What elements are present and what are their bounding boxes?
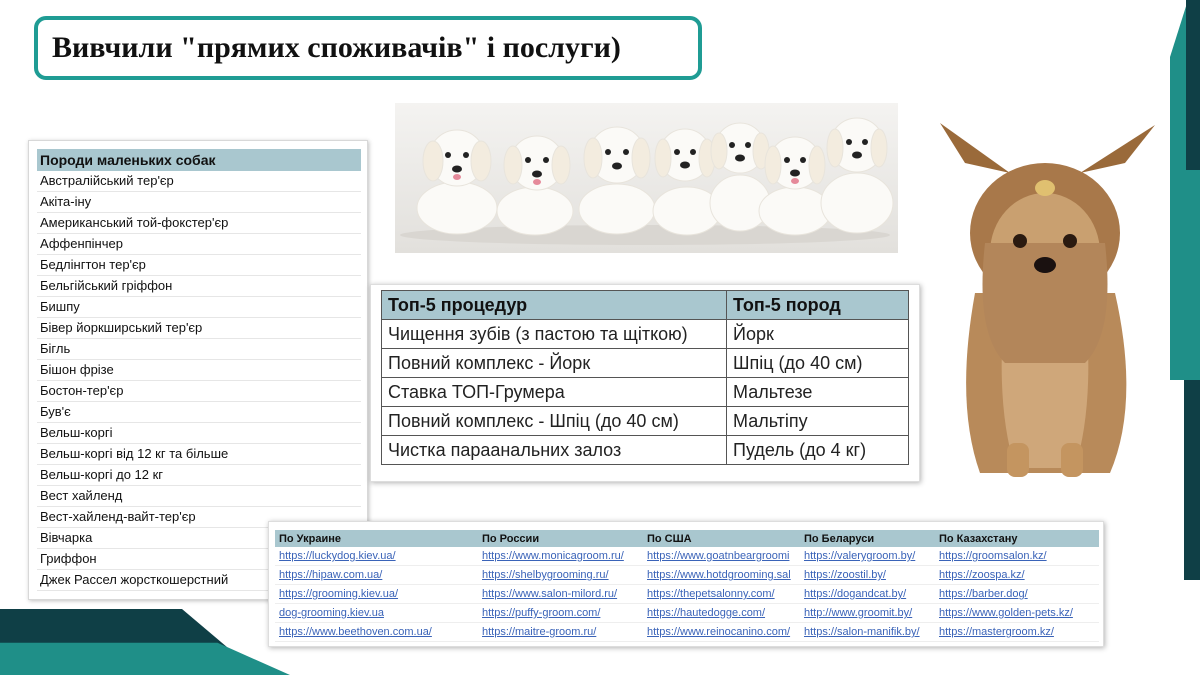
- link-cell[interactable]: https://valerygroom.by/: [800, 547, 935, 566]
- link-cell[interactable]: https://zoospa.kz/: [935, 566, 1099, 585]
- links-header-kazakhstan: По Казахстану: [935, 530, 1099, 547]
- links-header-belarus: По Беларуси: [800, 530, 935, 547]
- breeds-list-header: Породи маленьких собак: [37, 149, 361, 171]
- table-row: [275, 566, 1099, 585]
- link-cell[interactable]: dog-grooming.kiev.ua: [275, 604, 478, 623]
- link-cell[interactable]: https://salon-manifik.by/: [800, 623, 935, 642]
- table-row: [382, 349, 909, 378]
- breed-item: Бішон фрізе: [37, 360, 361, 381]
- link-cell[interactable]: https://grooming.kiev.ua/: [275, 585, 478, 604]
- breed-cell: Мальтезе: [727, 378, 909, 407]
- table-row: [275, 547, 1099, 566]
- breed-cell: Шпіц (до 40 см): [727, 349, 909, 378]
- breed-item: Бостон-тер'єр: [37, 381, 361, 402]
- breed-item: Бельгійський гріффон: [37, 276, 361, 297]
- table-row: [382, 407, 909, 436]
- table-row: [382, 378, 909, 407]
- top5-table-panel: [370, 284, 920, 482]
- breed-item: Бівер йоркширський тер'єр: [37, 318, 361, 339]
- breed-item: Вельш-коргі від 12 кг та більше: [37, 444, 361, 465]
- link-cell[interactable]: https://www.monicagroom.ru/: [478, 547, 643, 566]
- top5-header-procedures: Топ-5 процедур: [382, 291, 727, 320]
- top5-header-breeds: Топ-5 пород: [727, 291, 909, 320]
- link-cell[interactable]: https://luckydog.kiev.ua/: [275, 547, 478, 566]
- table-row: [275, 585, 1099, 604]
- link-cell[interactable]: https://mastergroom.kz/: [935, 623, 1099, 642]
- link-cell[interactable]: https://shelbygrooming.ru/: [478, 566, 643, 585]
- breed-item: Вест хайленд: [37, 486, 361, 507]
- link-cell[interactable]: https://hipaw.com.ua/: [275, 566, 478, 585]
- table-row: [275, 604, 1099, 623]
- top5-table: [381, 290, 909, 465]
- table-row: [382, 436, 909, 465]
- groomers-links-panel: [268, 521, 1104, 647]
- breed-item: Акіта-іну: [37, 192, 361, 213]
- breed-item: Австралійський тер'єр: [37, 171, 361, 192]
- link-cell[interactable]: https://hautedogge.com/: [643, 604, 800, 623]
- slide-title: Вивчили "прямих споживачів" і послуги): [52, 31, 621, 64]
- yorkie-photo: [925, 103, 1165, 491]
- groomers-links-table: [275, 530, 1099, 642]
- puppies-illustration: [395, 103, 898, 253]
- breed-item: Бишпу: [37, 297, 361, 318]
- link-cell[interactable]: https://www.beethoven.com.ua/: [275, 623, 478, 642]
- table-row: [382, 320, 909, 349]
- breed-item: Американський той-фокстер'єр: [37, 213, 361, 234]
- breed-item: Вівчарка: [37, 528, 361, 549]
- breed-item: Джек Рассел жорсткошерстний: [37, 570, 361, 591]
- procedure-cell: Повний комплекс - Шпіц (до 40 см): [382, 407, 727, 436]
- breed-item: Аффенпінчер: [37, 234, 361, 255]
- table-row: [275, 623, 1099, 642]
- link-cell[interactable]: https://www.salon-milord.ru/: [478, 585, 643, 604]
- procedure-cell: Повний комплекс - Йорк: [382, 349, 727, 378]
- link-cell[interactable]: https://groomsalon.kz/: [935, 547, 1099, 566]
- link-cell[interactable]: https://zoostil.by/: [800, 566, 935, 585]
- links-header-ukraine: По Украине: [275, 530, 478, 547]
- link-cell[interactable]: https://thepetsalonny.com/: [643, 585, 800, 604]
- procedure-cell: Чистка параанальних залоз: [382, 436, 727, 465]
- breed-item: Бедлінгтон тер'єр: [37, 255, 361, 276]
- breed-item: Вельш-коргі до 12 кг: [37, 465, 361, 486]
- link-cell[interactable]: https://www.golden-pets.kz/: [935, 604, 1099, 623]
- link-cell[interactable]: https://maitre-groom.ru/: [478, 623, 643, 642]
- link-cell[interactable]: https://dogandcat.by/: [800, 585, 935, 604]
- link-cell[interactable]: https://puffy-groom.com/: [478, 604, 643, 623]
- breed-cell: Йорк: [727, 320, 909, 349]
- procedure-cell: Ставка ТОП-Грумера: [382, 378, 727, 407]
- breed-cell: Мальтіпу: [727, 407, 909, 436]
- breed-item: Гриффон: [37, 549, 361, 570]
- breed-item: Був'є: [37, 402, 361, 423]
- links-header-russia: По России: [478, 530, 643, 547]
- decor-stripe-top-right: [1186, 0, 1200, 170]
- links-header-usa: По США: [643, 530, 800, 547]
- breed-item: Вест-хайленд-вайт-тер'єр: [37, 507, 361, 528]
- breed-cell: Пудель (до 4 кг): [727, 436, 909, 465]
- title-box: [34, 16, 702, 80]
- breed-item: Вельш-коргі: [37, 423, 361, 444]
- decor-stripe-right: [1184, 380, 1200, 580]
- puppies-photo: [395, 103, 898, 253]
- breed-item: Бігль: [37, 339, 361, 360]
- link-cell[interactable]: https://www.goatnbeargroomi: [643, 547, 800, 566]
- link-cell[interactable]: https://barber.dog/: [935, 585, 1099, 604]
- link-cell[interactable]: https://www.hotdgrooming.sal: [643, 566, 800, 585]
- procedure-cell: Чищення зубів (з пастою та щіткою): [382, 320, 727, 349]
- yorkie-illustration: [925, 103, 1165, 491]
- link-cell[interactable]: https://www.reinocanino.com/: [643, 623, 800, 642]
- link-cell[interactable]: http://www.groomit.by/: [800, 604, 935, 623]
